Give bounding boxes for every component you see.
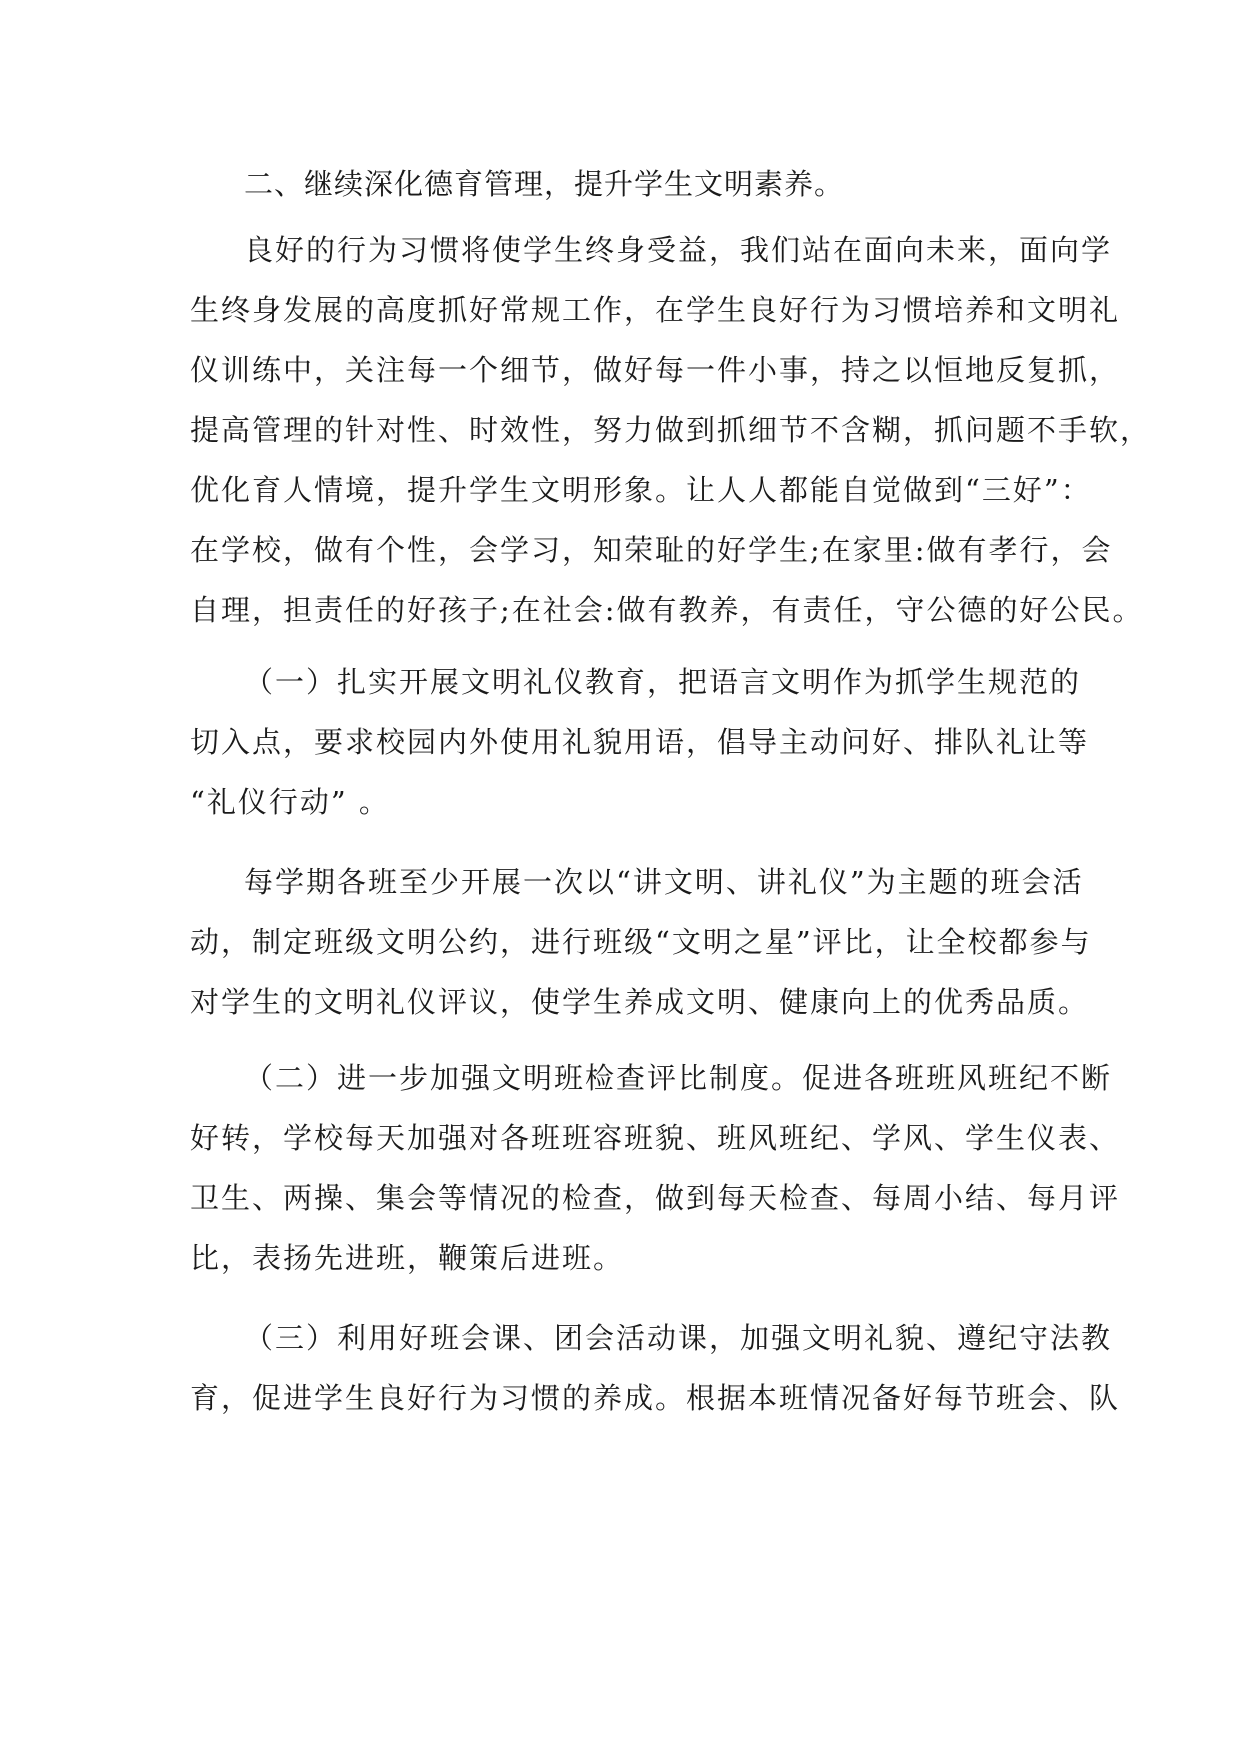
- paragraph-line: 动，制定班级文明公约，进行班级“文明之星”评比，让全校都参与: [190, 925, 1092, 959]
- paragraph-line: 对学生的文明礼仪评议，使学生养成文明、健康向上的优秀品质。: [190, 985, 1090, 1019]
- paragraph-line: 提高管理的针对性、时效性，努力做到抓细节不含糊，抓问题不手软，: [190, 413, 1152, 447]
- list-item-line: （二）进一步加强文明班检查评比制度。促进各班班风班纪不断: [244, 1061, 1113, 1095]
- list-item-line: 卫生、两操、集会等情况的检查，做到每天检查、每周小结、每月评: [190, 1181, 1121, 1215]
- section-heading: 二、继续深化德育管理，提升学生文明素养。: [244, 167, 845, 201]
- paragraph-line: 优化育人情境，提升学生文明形象。让人人都能自觉做到“三好”：: [190, 473, 1092, 507]
- list-item-line: （一）扎实开展文明礼仪教育，把语言文明作为抓学生规范的: [244, 665, 1082, 699]
- list-item-line: 育，促进学生良好行为习惯的养成。根据本班情况备好每节班会、队: [190, 1381, 1121, 1415]
- list-item-line: （三）利用好班会课、团会活动课，加强文明礼貌、遵纪守法教: [244, 1321, 1113, 1355]
- paragraph-line: 生终身发展的高度抓好常规工作，在学生良好行为习惯培养和文明礼: [190, 293, 1121, 327]
- paragraph-line: 仪训练中，关注每一个细节，做好每一件小事，持之以恒地反复抓，: [190, 353, 1121, 387]
- list-item-line: “礼仪行动” 。: [190, 785, 390, 819]
- paragraph-line: 自理，担责任的好孩子;在社会:做有教养，有责任，守公德的好公民。: [190, 593, 1144, 627]
- list-item-line: 切入点，要求校园内外使用礼貌用语，倡导主动问好、排队礼让等: [190, 725, 1090, 759]
- list-item-line: 比，表扬先进班，鞭策后进班。: [190, 1241, 625, 1275]
- paragraph-line: 在学校，做有个性，会学习，知荣耻的好学生;在家里:做有孝行，会: [190, 533, 1113, 567]
- paragraph-line: 良好的行为习惯将使学生终身受益，我们站在面向未来，面向学: [244, 233, 1113, 267]
- paragraph-line: 每学期各班至少开展一次以“讲文明、讲礼仪”为主题的班会活: [244, 865, 1084, 899]
- list-item-line: 好转，学校每天加强对各班班容班貌、班风班纪、学风、学生仪表、: [190, 1121, 1121, 1155]
